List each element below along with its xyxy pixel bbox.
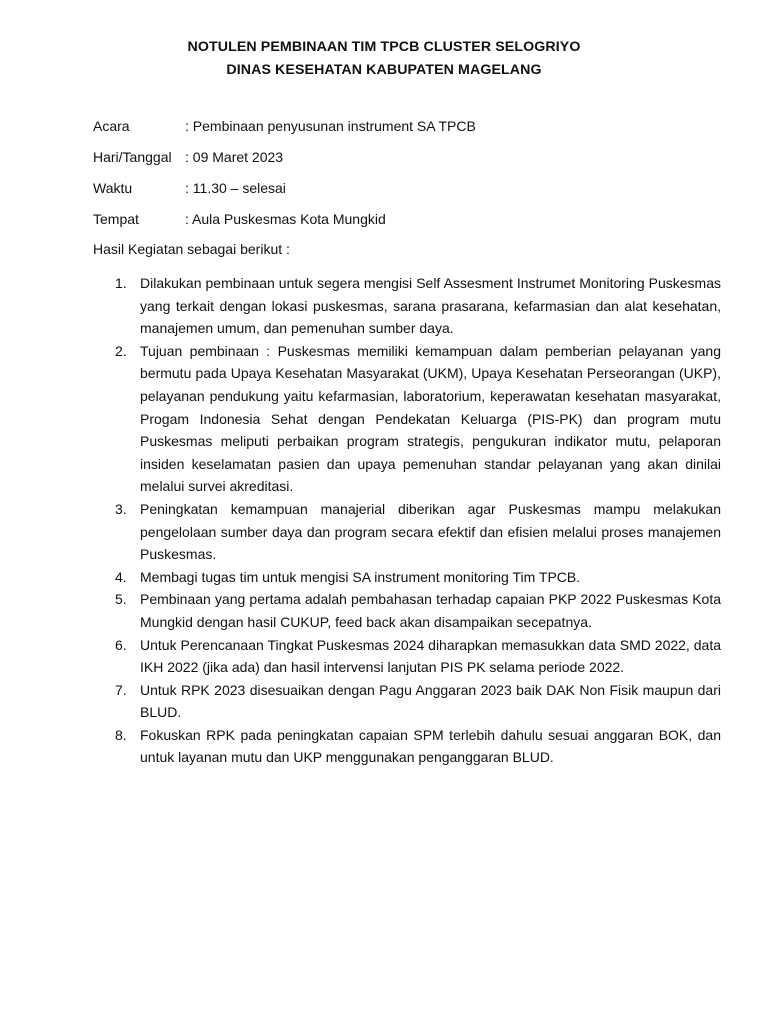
item-text: Dilakukan pembinaan untuk segera mengisi Self Assesment Instrumet Monitoring Puskesmas yang terkait dengan lokasi puskesmas, sarana prasarana, kefarmasian dan alat kesehatan, manajemen umum, dan pemenuhan sumber daya.	[140, 275, 721, 337]
list-item	[93, 634, 721, 679]
list-item	[93, 498, 721, 566]
title-line-2: DINAS KESEHATAN KABUPATEN MAGELANG	[226, 62, 542, 78]
item-text: Tujuan pembinaan : Puskesmas memiliki kemampuan dalam pemberian pelayanan yang bermutu pada Upaya Kesehatan Masyarakat (UKM), Upaya Kesehatan Perseorangan (UKP), pelayanan pendukung yaitu kefarmasian, laboratorium, keperawatan kesehatan masyarakat, Progam Indonesia Sehat dengan Pendekatan Keluarga (PIS-PK) dan program mutu Puskesmas meliputi perbaikan program strategis, pengukuran indikator mutu, pelaporan insiden keselamatan pasien dan upaya pemenuhan standar pelayanan yang akan dinilai melalui survei akreditasi.	[140, 342, 721, 495]
meta-value: : Aula Puskesmas Kota Mungkid	[185, 211, 386, 227]
list-item	[93, 272, 721, 340]
meta-value: : 11.30 – selesai	[185, 180, 286, 196]
meta-value: : 09 Maret 2023	[185, 149, 284, 165]
list-item	[93, 340, 721, 498]
meta-row-acara	[93, 116, 733, 147]
meeting-info	[93, 116, 733, 240]
title-line-1: NOTULEN PEMBINAAN TIM TPCB CLUSTER SELOGRIYO	[187, 39, 581, 55]
meta-label: Waktu	[93, 180, 133, 196]
meta-label: Hari/Tanggal	[93, 149, 172, 165]
meta-row-waktu	[93, 178, 733, 209]
meta-value: : Pembinaan penyusunan instrument SA TPCB	[185, 118, 476, 134]
item-text: Untuk RPK 2023 disesuaikan dengan Pagu Anggaran 2023 baik DAK Non Fisik maupun dari BLUD.	[140, 681, 721, 721]
item-number: 1.	[115, 275, 127, 291]
item-text: Peningkatan kemampuan manajerial diberikan agar Puskesmas mampu melakukan pengelolaan sumber daya dan program secara efektif dan efisien melalui proses manajemen Puskesmas.	[140, 500, 721, 563]
document-title	[0, 36, 768, 82]
item-number: 4.	[115, 568, 127, 585]
meta-row-tempat	[93, 209, 733, 240]
item-number: 8.	[115, 726, 127, 743]
meta-label: Acara	[93, 118, 130, 134]
meta-label: Tempat	[93, 211, 139, 227]
meta-row-hari-tanggal	[93, 147, 733, 178]
list-item	[93, 724, 721, 769]
item-text: Pembinaan yang pertama adalah pembahasan terhadap capaian PKP 2022 Puskesmas Kota Mungkid dengan hasil CUKUP, feed back akan disampaikan secepatnya.	[140, 591, 721, 630]
results-intro: Hasil Kegiatan sebagai berikut :	[93, 241, 290, 257]
results-list	[93, 272, 721, 769]
item-number: 6.	[115, 636, 127, 653]
list-item	[93, 679, 721, 724]
item-text: Untuk Perencanaan Tingkat Puskesmas 2024 diharapkan memasukkan data SMD 2022, data IKH 2022 (jika ada) dan hasil intervensi lanjutan PIS PK selama periode 2022.	[140, 636, 721, 676]
item-text: Membagi tugas tim untuk mengisi SA instrument monitoring Tim TPCB.	[140, 568, 581, 585]
item-number: 2.	[115, 342, 127, 359]
item-number: 7.	[115, 681, 127, 698]
list-item	[93, 588, 721, 633]
item-number: 3.	[115, 500, 127, 517]
list-item	[93, 566, 721, 589]
item-number: 5.	[115, 591, 127, 608]
item-text: Fokuskan RPK pada peningkatan capaian SPM terlebih dahulu sesuai anggaran BOK, dan untuk layanan mutu dan UKP menggunakan penganggaran BLUD.	[140, 726, 721, 766]
